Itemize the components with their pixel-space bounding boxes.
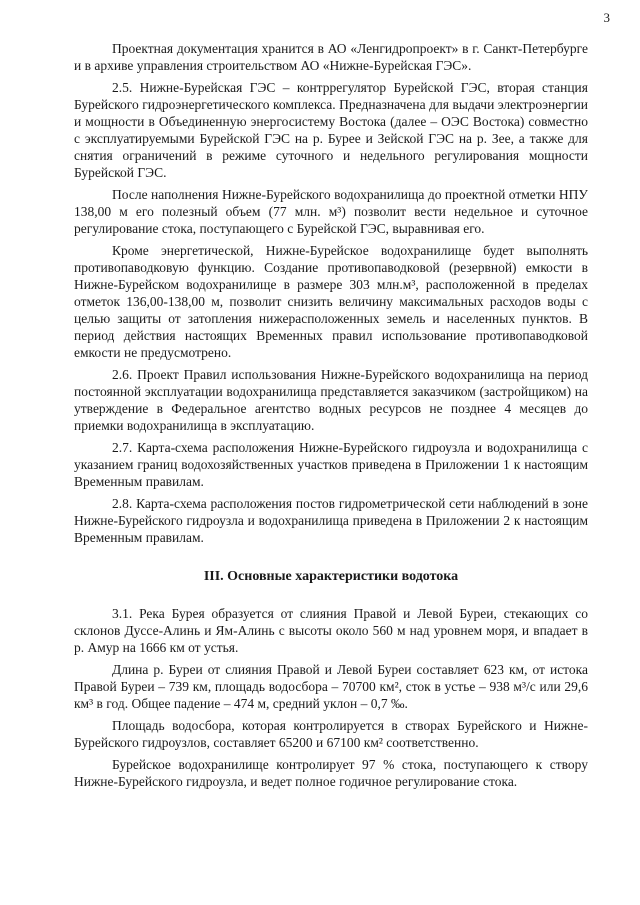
paragraph-3-1: 3.1. Река Бурея образуется от слияния Правой и Левой Буреи, стекающих со склонов Дуссе-Алинь и Ям-Алинь с высоты около 560 м над уровнем моря, и впадает в р. Амур на 1666 км от устья. xyxy=(74,606,588,655)
paragraph-flood-control: Кроме энергетической, Нижне-Бурейское водохранилище будет выполнять противопаводковую функцию. Создание противопаводковой (резервной) емкости в Нижне-Бурейском водохранилище в размере 303 млн.м³, расположенной в пределах отметок 136,00-138,00 м, позволит снизить величину максимальных расходов воды с целью защиты от затопления нижерасположенных земель и населенных пунктов. В период действия настоящих Временных правил использование противопаводковой емкости не предусмотрено. xyxy=(74,243,588,360)
document-body xyxy=(74,40,588,795)
paragraph-2-7: 2.7. Карта-схема расположения Нижне-Бурейского гидроузла и водохранилища с указанием границ водохозяйственных участков приведена в Приложении 1 к настоящим Временным правилам. xyxy=(74,440,588,489)
paragraph-storage: Проектная документация хранится в АО «Ленгидропроект» в г. Санкт-Петербурге и в архиве управления строительством АО «Нижне-Бурейская ГЭС». xyxy=(74,41,588,73)
paragraph-river-length: Длина р. Буреи от слияния Правой и Левой Буреи составляет 623 км, от истока Правой Буреи – 739 км, площадь водосбора – 70700 км², сток в устье – 938 м³/с или 29,6 км³ в год. Общее падение – 474 м, средний уклон – 0,7 ‰. xyxy=(74,662,588,711)
paragraph-catchment-area: Площадь водосбора, которая контролируется в створах Бурейского и Нижне-Бурейского гидроузлов, составляет 65200 и 67100 км² соответственно. xyxy=(74,718,588,750)
paragraph-2-6: 2.6. Проект Правил использования Нижне-Бурейского водохранилища на период постоянной эксплуатации водохранилища представляется заказчиком (застройщиком) на утверждение в Федеральное агентство водных ресурсов не позднее 4 месяцев до приемки водохранилища в эксплуатацию. xyxy=(74,367,588,433)
paragraph-reservoir-volume: После наполнения Нижне-Бурейского водохранилища до проектной отметки НПУ 138,00 м его полезный объем (77 млн. м³) позволит вести недельное и суточное регулирование стока, поступающего с Бурейской ГЭС, выравнивая его. xyxy=(74,187,588,236)
paragraph-2-5: 2.5. Нижне-Бурейская ГЭС – контррегулятор Бурейской ГЭС, вторая станция Бурейского гидроэнергетического комплекса. Предназначена для выдачи электроэнергии и мощности в Объединенную энергосистему Востока (далее – ОЭС Востока) совместно с эксплуатируемыми Бурейской ГЭС на р. Бурее и Зейской ГЭС на р. Зее, а также для снятия ограничений в режиме суточного и недельного регулирования мощности Бурейской ГЭС. xyxy=(74,80,588,180)
paragraph-2-8: 2.8. Карта-схема расположения постов гидрометрической сети наблюдений в зоне Нижне-Бурейского гидроузла и водохранилища приведена в Приложении 2 к настоящим Временным правилам. xyxy=(74,496,588,545)
section-title: III. Основные характеристики водотока xyxy=(203,569,459,584)
paragraph-reservoir-control: Бурейское водохранилище контролирует 97 % стока, поступающего к створу Нижне-Бурейского гидроузла, и ведет полное годичное регулирование стока. xyxy=(74,757,588,789)
page-number: 3 xyxy=(603,10,610,25)
